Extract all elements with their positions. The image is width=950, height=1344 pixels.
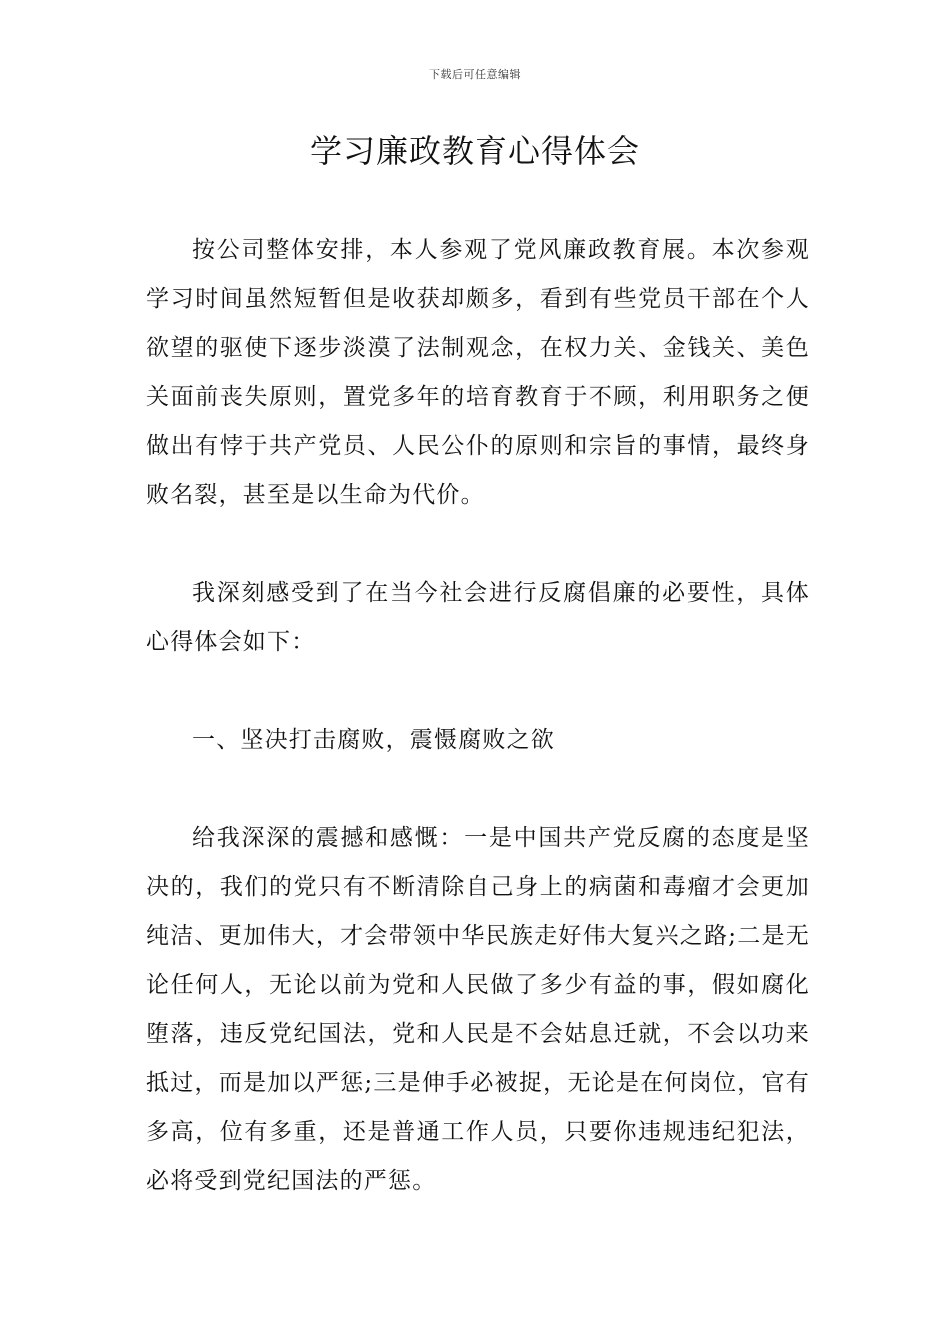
section-heading-1: 一、坚决打击腐败，震慑腐败之欲 [192,727,555,753]
paragraph-section-1: 给我深深的震撼和感慨：一是中国共产党反腐的态度是坚决的，我们的党只有不断清除自己身上的病菌和毒瘤才会更加纯洁、更加伟大，才会带领中华民族走好伟大复兴之路;二是无论任何人，无论以前为党和人民做了多少有益的事，假如腐化堕落，违反党纪国法，党和人民是不会姑息迁就，不会以功来抵过，而是加以严惩;三是伸手必被捉，无论是在何岗位，官有多高，位有多重，还是普通工作人员，只要你违规违纪犯法，必将受到党纪国法的严惩。 [146,825,810,1194]
document-body [146,226,810,1206]
document-title: 学习廉政教育心得体会 [309,132,640,170]
paragraph-summary: 我深刻感受到了在当今社会进行反腐倡廉的必要性，具体心得体会如下： [146,580,810,655]
header-note: 下载后可任意编辑 [429,68,521,81]
paragraph-intro: 按公司整体安排，本人参观了党风廉政教育展。本次参观学习时间虽然短暂但是收获却颇多，看到有些党员干部在个人欲望的驱使下逐步淡漠了法制观念，在权力关、金钱关、美色关面前丧失原则，置党多年的培育教育于不顾，利用职务之便做出有悖于共产党员、人民公仆的原则和宗旨的事情，最终身败名裂，甚至是以生命为代价。 [146,237,810,508]
